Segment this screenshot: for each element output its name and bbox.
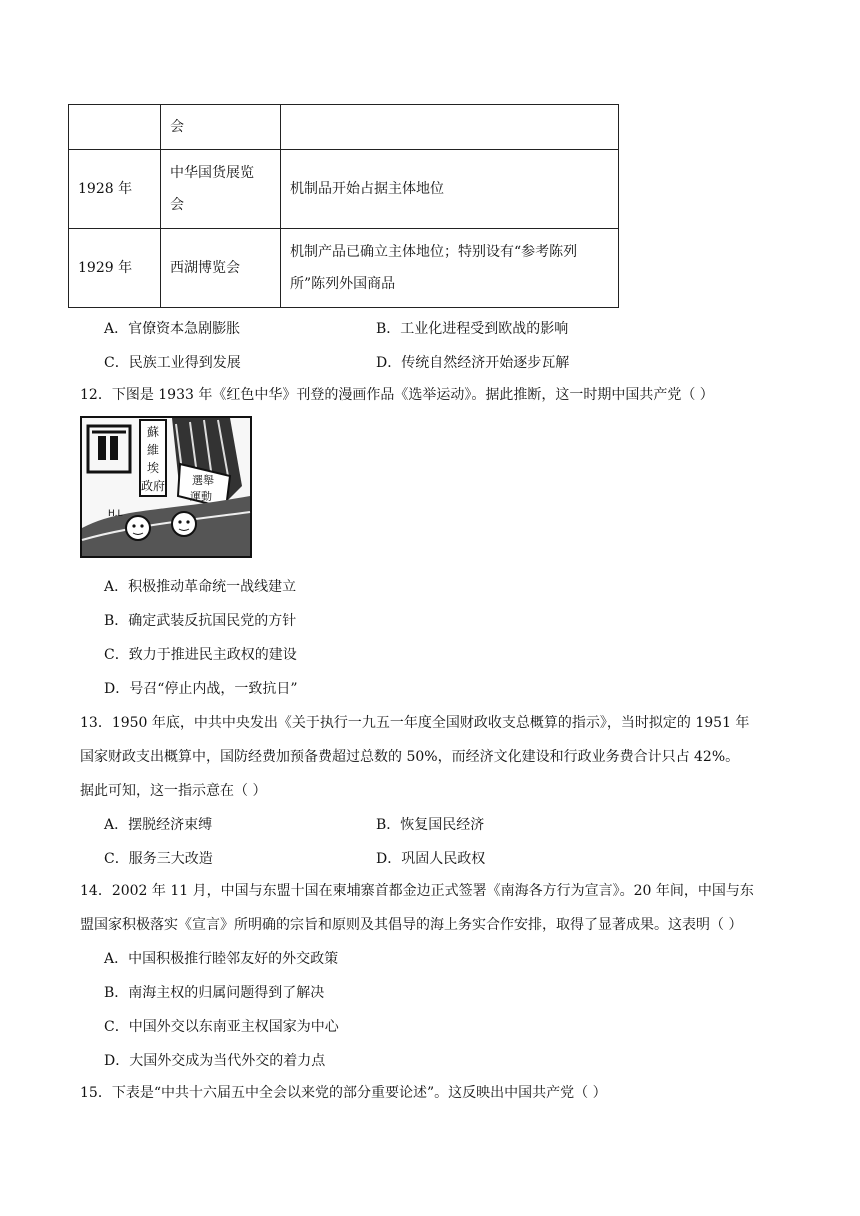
q11-options-row-1 xyxy=(104,318,824,344)
cartoon-sign-char-1: 蘇 xyxy=(146,425,160,439)
q11-option-c[interactable]: C．民族工业得到发展 xyxy=(104,355,241,371)
q14-option-d[interactable]: D．大国外交成为当代外交的着力点 xyxy=(104,1053,326,1069)
q13-stem-line-2: 国家财政支出概算中，国防经费加预备费超过总数的 50%，而经济文化建设和行政业务费合计只占 42%。 xyxy=(80,749,740,765)
table-cell-desc xyxy=(281,229,619,308)
table-cell-desc xyxy=(281,105,619,150)
q14-option-a[interactable]: A．中国积极推行睦邻友好的外交政策 xyxy=(104,951,339,967)
cartoon-banner-text-1: 選舉 xyxy=(192,474,214,487)
q13-stem-line-3: 据此可知，这一指示意在（ ） xyxy=(80,783,267,799)
q14-option-b[interactable]: B．南海主权的归属问题得到了解决 xyxy=(104,985,325,1001)
q14-stem-line-1: 14．2002 年 11 月，中国与东盟十国在柬埔寨首都金边正式签署《南海各方行为宣言》。20 年间，中国与东 xyxy=(80,883,754,899)
q13-option-b[interactable]: B．恢复国民经济 xyxy=(376,817,485,833)
table-cell-desc-line: 所”陈列外国商品 xyxy=(290,276,396,292)
table-cell-year: 1929 年 xyxy=(69,229,161,308)
table-cell-name xyxy=(161,150,281,229)
q13-stem-line-1: 13．1950 年底，中共中央发出《关于执行一九五一年度全国财政收支总概算的指示》，当时拟定的 1951 年 xyxy=(80,715,750,731)
q13-options-row-2 xyxy=(104,848,824,874)
expo-table xyxy=(68,104,619,308)
cartoon-sign-char-3: 埃 xyxy=(146,461,160,475)
election-cartoon-image xyxy=(80,416,252,558)
q13-option-c[interactable]: C．服务三大改造 xyxy=(104,851,213,867)
q12-option-c[interactable]: C．致力于推进民主政权的建设 xyxy=(104,647,297,663)
table-cell-desc-line: 机制产品已确立主体地位；特别设有“参考陈列 xyxy=(290,244,578,260)
q11-option-a[interactable]: A．官僚资本急剧膨胀 xyxy=(104,321,241,337)
table-cell-name: 会 xyxy=(161,105,281,150)
q15-stem: 15．下表是“中共十六届五中全会以来党的部分重要论述”。这反映出中国共产党（ ） xyxy=(80,1085,607,1101)
q12-option-b[interactable]: B．确定武装反抗国民党的方针 xyxy=(104,613,297,629)
table-cell-name-line: 中华国货展览 xyxy=(170,165,254,181)
cartoon-sign-char-2: 維 xyxy=(146,443,160,457)
table-row xyxy=(69,105,619,150)
q12-option-a[interactable]: A．积极推动革命统一战线建立 xyxy=(104,579,297,595)
table-row xyxy=(69,150,619,229)
q12-stem: 12．下图是 1933 年《红色中华》刊登的漫画作品《选举运动》。据此推断，这一时期中国共产党（ ） xyxy=(80,387,714,403)
q13-option-d[interactable]: D．巩固人民政权 xyxy=(376,851,486,867)
table-row xyxy=(69,229,619,308)
q11-options-row-2 xyxy=(104,352,824,378)
table-cell-year: 1928 年 xyxy=(69,150,161,229)
cartoon-banner-text-2: 運動 xyxy=(190,490,212,503)
table-cell-name: 西湖博览会 xyxy=(161,229,281,308)
q14-stem-line-2: 盟国家积极落实《宣言》所明确的宗旨和原则及其倡导的海上务实合作安排，取得了显著成果。这表明（ ） xyxy=(80,917,743,933)
table-cell-year xyxy=(69,105,161,150)
q11-option-b[interactable]: B．工业化进程受到欧战的影响 xyxy=(376,321,569,337)
q14-option-c[interactable]: C．中国外交以东南亚主权国家为中心 xyxy=(104,1019,339,1035)
q12-option-d[interactable]: D．号召“停止内战，一致抗日” xyxy=(104,681,298,697)
cartoon-artist-mark: H.L xyxy=(108,509,123,519)
cartoon-sign-char-4: 政府 xyxy=(140,479,166,493)
table-cell-desc: 机制品开始占据主体地位 xyxy=(281,150,619,229)
q11-option-d[interactable]: D．传统自然经济开始逐步瓦解 xyxy=(376,355,570,371)
q13-options-row-1 xyxy=(104,814,824,840)
q13-option-a[interactable]: A．摆脱经济束缚 xyxy=(104,817,213,833)
table-cell-name-line: 会 xyxy=(170,197,184,213)
